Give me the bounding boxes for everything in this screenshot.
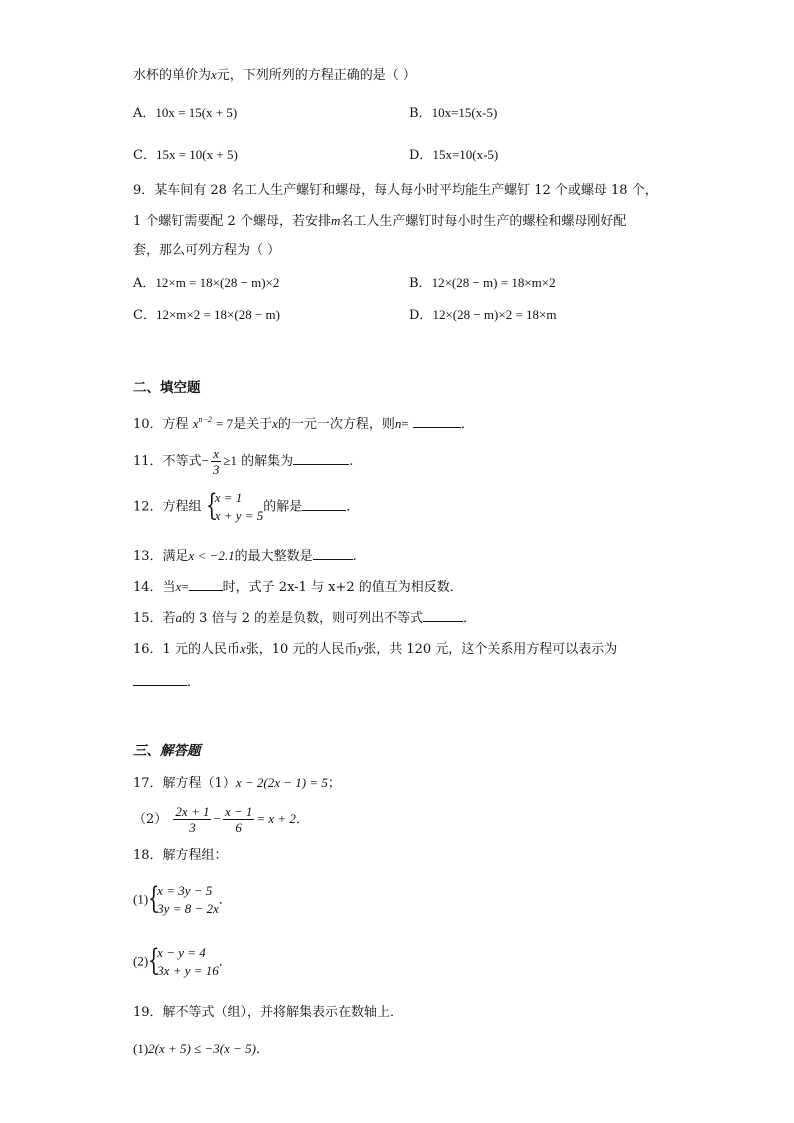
q17-part-1: 17．解方程（1）x − 2(2x − 1) = 5； — [133, 775, 341, 791]
q10-answer-blank[interactable] — [413, 414, 461, 428]
q8-option-b: B．10x=15(x-5) — [409, 105, 498, 121]
q15-answer-blank[interactable] — [423, 608, 463, 622]
q9-option-d: D．12×(28 − m)×2 = 18×m — [409, 307, 557, 323]
q15: 15．若a的 3 倍与 2 的差是负数，则可列出不等式 ． — [133, 610, 477, 626]
q17-fraction-1: $\frac{2x + 1}{3}$ — [175, 804, 210, 835]
q18-title: 18．解方程组： — [133, 848, 228, 863]
q16-line-1: 16．1 元的人民币x张，10 元的人民币y张，共 120 元，这个关系用方程可以表示为 — [133, 641, 618, 657]
q17-fraction-2: $\frac{x - 1}{6}$ — [224, 804, 253, 835]
q8-option-a: A．10x = 15(x + 5) — [133, 105, 238, 121]
q9-option-a: A．12×m = 18×(28 − m)×2 — [133, 275, 280, 291]
q18-system-1: { x = 3y − 5 3y = 8 − 2x — [148, 882, 219, 918]
q16-line-2: ． — [133, 672, 200, 692]
q9-line-2: 1 个螺钉需要配 2 个螺母，若安排m名工人生产螺钉时每小时生产的螺栓和螺母刚好配 — [133, 213, 627, 229]
q9-line-1: 9．某车间有 28 名工人生产螺钉和螺母，每人每小时平均能生产螺钉 12 个或螺母 18 个， — [133, 183, 658, 198]
q12-equation-system: { x = 1 x + y = 5 — [206, 489, 264, 525]
q18-part-2: (2) { x − y = 4 3x + y = 16 ． — [133, 944, 232, 980]
q10: 10．方程 $x^{n-2} = 7$是关于x的一元一次方程，则n= ． — [133, 415, 474, 432]
brace-icon: { — [148, 881, 160, 916]
brace-icon: { — [148, 943, 160, 978]
brace-icon: { — [205, 488, 218, 523]
q8-stem: 水杯的单价为x元，下列所列的方程正确的是（ ） — [133, 67, 416, 83]
q11-fraction: $\frac{x}{3}$ — [212, 446, 220, 477]
q11: 11．不等式− $\frac{x}{3}$ ≥1 的解集为 . — [133, 446, 354, 477]
q19-part-1: (1)2(x + 5) ≤ −3(x − 5)． — [133, 1041, 269, 1057]
q9-option-c: C．12×m×2 = 18×(28 − m) — [133, 307, 280, 323]
section-title-fill-in: 二、填空题 — [133, 380, 201, 396]
q17-part-2: （2） $\frac{2x + 1}{3}$ − $\frac{x - 1}{6}$ = x + 2． — [133, 804, 309, 835]
q11-answer-blank[interactable] — [293, 451, 349, 465]
q9-line-3: 套，那么可列方程为（ ） — [133, 243, 281, 258]
q9-option-b: B．12×(28 − m) = 18×m×2 — [409, 275, 556, 291]
q8-option-d: D．15x=10(x-5) — [409, 147, 499, 163]
q16-answer-blank[interactable] — [133, 672, 187, 686]
q19-title: 19．解不等式（组），并将解集表示在数轴上． — [133, 1005, 404, 1020]
section-title-solutions: 三、解答题 — [133, 743, 201, 759]
q8-option-c: C．15x = 10(x + 5) — [133, 147, 238, 163]
q13-answer-blank[interactable] — [313, 546, 353, 560]
q18-part-1: (1) { x = 3y − 5 3y = 8 − 2x ． — [133, 882, 232, 918]
q14: 14．当x= 时，式子 2x-1 与 x+2 的值互为相反数． — [133, 579, 463, 595]
q12-answer-blank[interactable] — [302, 497, 346, 511]
q18-system-2: { x − y = 4 3x + y = 16 — [148, 944, 219, 980]
q13: 13．满足x < −2.1的最大整数是 . — [133, 548, 357, 564]
q12: 12．方程组 { x = 1 x + y = 5 的解是 ． — [133, 489, 359, 525]
q14-answer-blank[interactable] — [189, 577, 223, 591]
